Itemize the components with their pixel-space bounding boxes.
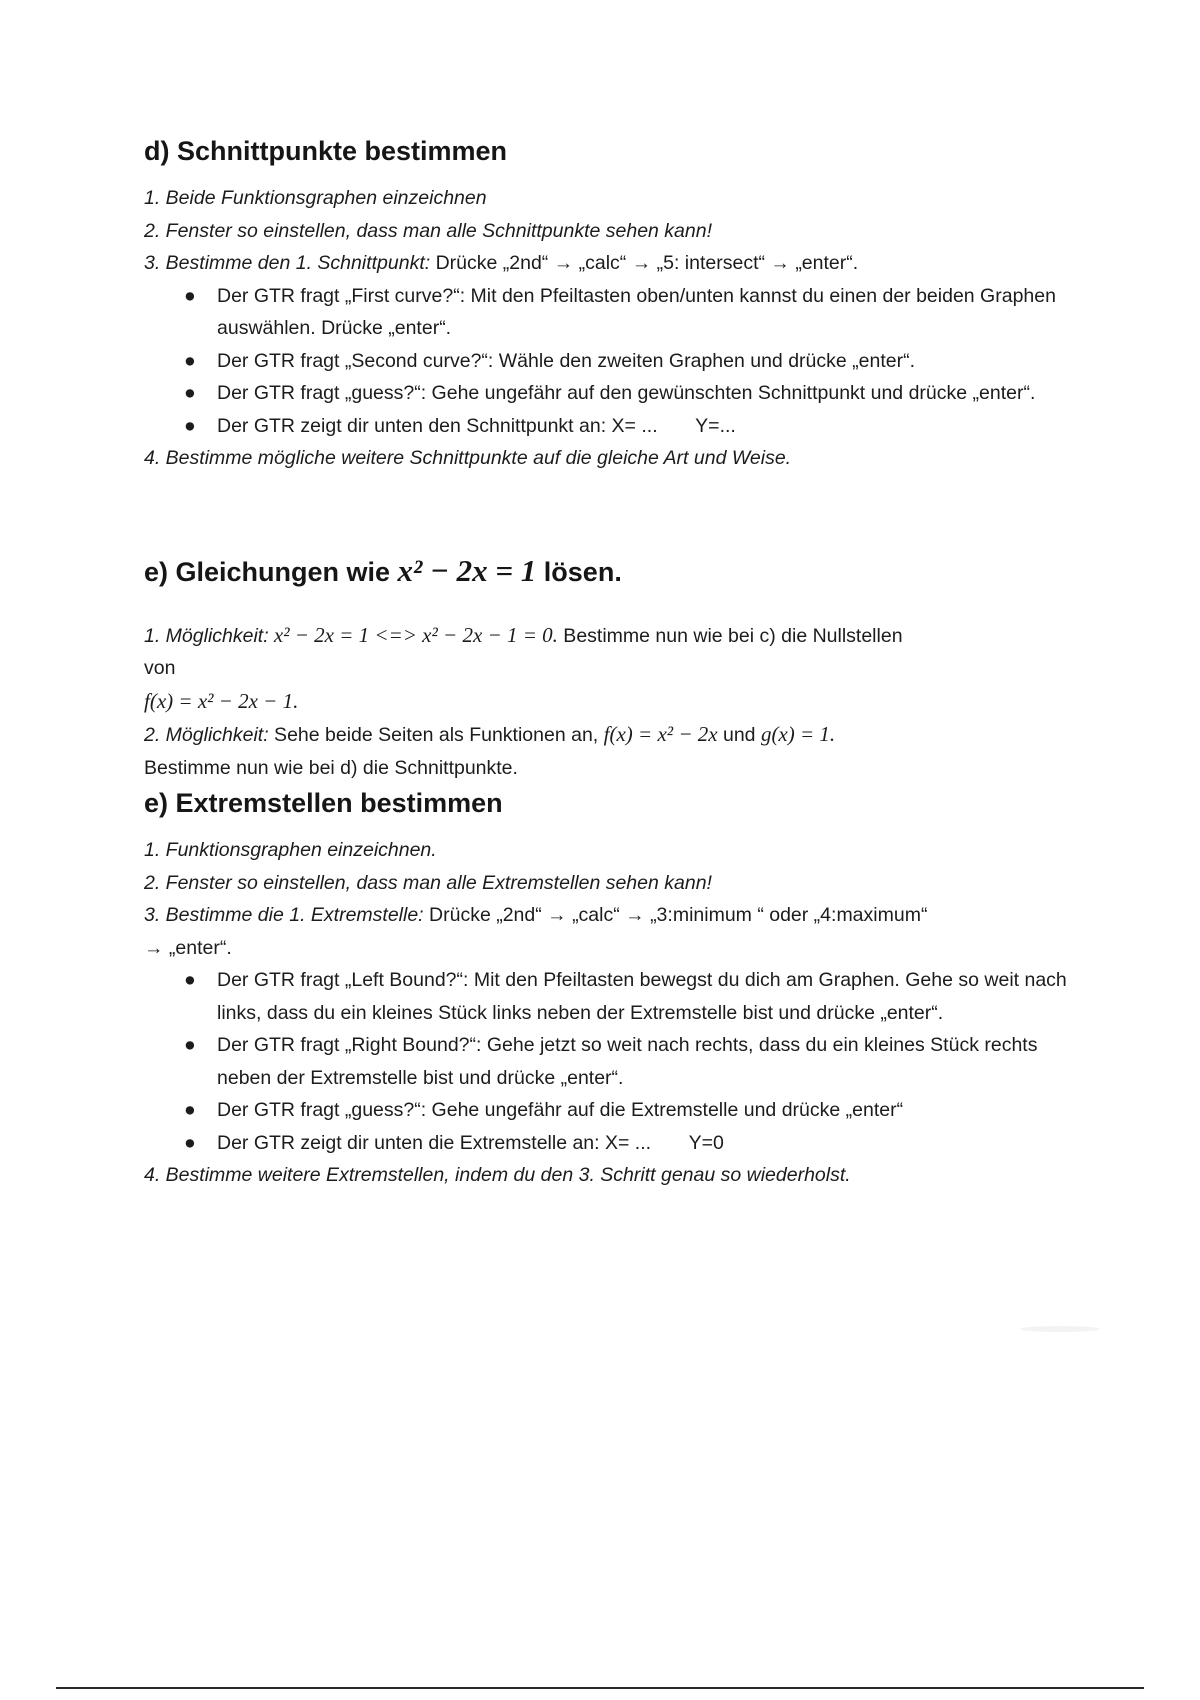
heading-equation: x² − 2x = 1 [397, 552, 537, 588]
option-2-label: 2. Möglichkeit: [144, 724, 269, 746]
footer-divider [56, 1687, 1144, 1689]
section-e-step-2: 2. Fenster so einstellen, dass man alle Extremstellen sehen kann! [144, 871, 712, 894]
section-e-extremes-heading: e) Extremstellen bestimmen [144, 788, 503, 818]
section-d-step-2: 2. Fenster so einstellen, dass man alle Schnittpunkte sehen kann! [144, 219, 713, 242]
list-item [144, 410, 1074, 443]
option-1-label: 1. Möglichkeit: [144, 624, 269, 647]
list-item-text: Der GTR fragt „Left Bound?“: Mit den Pfeiltasten bewegst du dich am Graphen. Gehe so weit nach links, dass du ein kleines Stück links neben der Extremstelle bist und drücke „enter“. [217, 969, 1067, 1024]
option-1-line [144, 619, 1074, 653]
section-d-step-3 [144, 247, 1074, 280]
section-d-step-4: 4. Bestimme mögliche weitere Schnittpunkte auf die gleiche Art und Weise. [144, 447, 792, 469]
section-e-step-3-continued: → „enter“. [144, 936, 232, 959]
option-1-function-formula: f(x) = x² − 2x − 1. [144, 688, 299, 713]
document-content [144, 132, 1074, 1192]
bullet-icon: ● [184, 382, 196, 404]
list-item [144, 1094, 1074, 1127]
list-item [144, 280, 1074, 345]
list-item-text: Der GTR fragt „guess?“: Gehe ungefähr auf den gewünschten Schnittpunkt und drücke „enter“. [217, 382, 1036, 404]
bullet-icon: ● [184, 349, 196, 372]
option-2-f: f(x) = x² − 2x [603, 722, 718, 746]
bullet-icon: ● [184, 1131, 196, 1154]
option-1-function [144, 685, 1074, 719]
heading-prefix: e) Gleichungen wie [144, 556, 398, 587]
heading-suffix: lösen. [536, 556, 622, 587]
bullet-icon: ● [184, 414, 196, 437]
section-d-step-3-text: Drücke „2nd“ → „calc“ → „5: intersect“ → „enter“. [430, 252, 859, 274]
list-item [144, 1029, 1074, 1094]
section-e-bullet-list [144, 964, 1074, 1159]
list-item [144, 377, 1074, 410]
list-item-text: Der GTR fragt „Second curve?“: Wähle den zweiten Graphen und drücke „enter“. [217, 349, 915, 372]
section-e-equations-heading [144, 552, 1074, 591]
section-d-bullet-list [144, 280, 1074, 443]
section-d-step-1: 1. Beide Funktionsgraphen einzeichnen [144, 187, 487, 209]
section-e-step-3-label: 3. Bestimme die 1. Extremstelle: [144, 904, 424, 926]
bullet-icon: ● [184, 1034, 196, 1056]
list-item-text: Der GTR zeigt dir unten die Extremstelle an: X= ... Y=0 [217, 1131, 724, 1154]
option-2-und: und [717, 724, 761, 746]
list-item [144, 964, 1074, 1029]
section-e-step-4: 4. Bestimme weitere Extremstellen, indem du den 3. Schritt genau so wiederholst. [144, 1164, 851, 1186]
section-e-step-3 [144, 899, 1074, 932]
section-d-step-3-label: 3. Bestimme den 1. Schnittpunkt: [144, 252, 431, 274]
list-item-text: Der GTR fragt „Right Bound?“: Gehe jetzt so weit nach rechts, dass du ein kleines Stück rechts neben der Extremstelle bist und drücke „enter“. [217, 1034, 1038, 1089]
list-item-text: Der GTR zeigt dir unten den Schnittpunkt an: X= ... Y=... [217, 414, 736, 437]
list-item-text: Der GTR fragt „guess?“: Gehe ungefähr auf die Extremstelle und drücke „enter“ [217, 1099, 904, 1121]
option-1-von: von [144, 657, 176, 679]
list-item [144, 345, 1074, 378]
option-1-equation: x² − 2x = 1 <=> x² − 2x − 1 = 0. [268, 622, 558, 647]
option-2-conclusion: Bestimme nun wie bei d) die Schnittpunkte. [144, 756, 518, 779]
option-2-line [144, 718, 1074, 752]
bullet-icon: ● [184, 969, 196, 991]
option-2-g: g(x) = 1. [760, 722, 836, 746]
bullet-icon: ● [184, 1099, 196, 1121]
list-item-text: Der GTR fragt „First curve?“: Mit den Pfeiltasten oben/unten kannst du einen der beiden Graphen auswählen. Drücke „enter“. [217, 284, 1056, 339]
section-e-step-3-text: Drücke „2nd“ → „calc“ → „3:minimum “ oder „4:maximum“ [423, 904, 928, 926]
list-item [144, 1127, 1074, 1160]
scan-smudge [1020, 1326, 1100, 1332]
section-e-step-1: 1. Funktionsgraphen einzeichnen. [144, 839, 437, 861]
option-2-text: Sehe beide Seiten als Funktionen an, [268, 724, 604, 746]
bullet-icon: ● [184, 284, 196, 307]
option-1-text: Bestimme nun wie bei c) die Nullstellen [557, 624, 903, 647]
section-d-heading: d) Schnittpunkte bestimmen [144, 136, 508, 166]
